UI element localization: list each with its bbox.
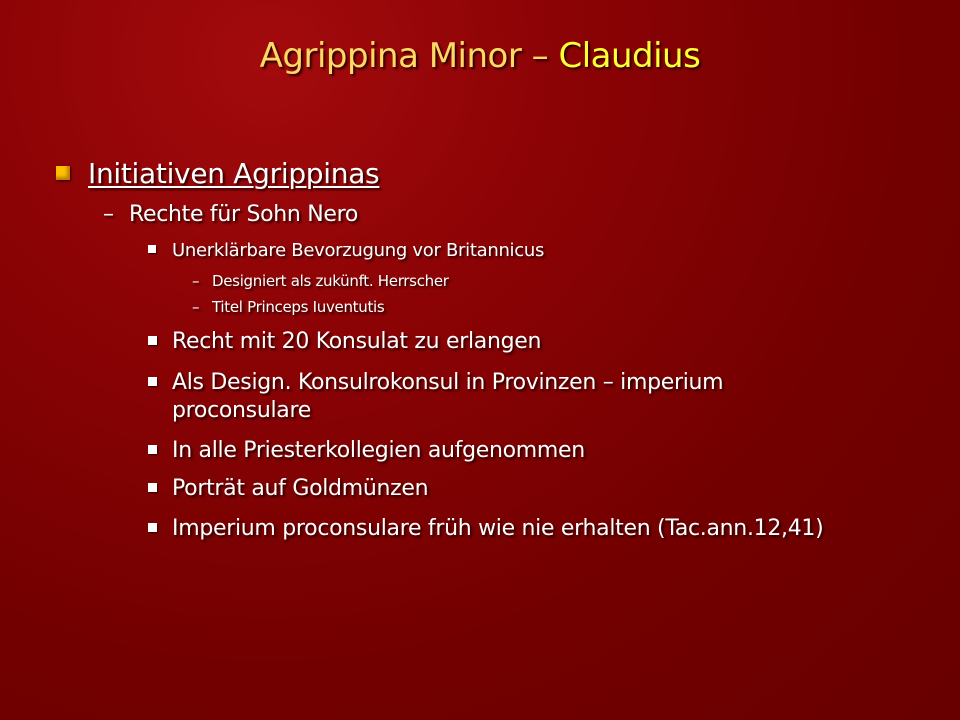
point-text: Als Design. Konsulrokonsul in Provinzen – imperium — [172, 370, 724, 395]
slide-title-accent: Claudius — [558, 36, 701, 76]
square-bullet-icon — [148, 445, 157, 454]
sub-item-text: Rechte für Sohn Nero — [129, 202, 359, 227]
point-text: Recht mit 20 Konsulat zu erlangen — [172, 329, 542, 354]
heading-text: Initiativen Agrippinas — [88, 157, 380, 190]
sub-point-text: Titel Princeps Iuventutis — [212, 298, 385, 316]
square-bullet-icon — [148, 483, 157, 492]
dash-marker: – — [192, 298, 200, 316]
slide-title-main: Agrippina Minor – — [259, 36, 559, 76]
square-bullet-icon — [148, 336, 157, 345]
dash-marker: – — [192, 272, 200, 290]
point-text: In alle Priesterkollegien aufgenommen — [172, 438, 585, 463]
point-text: Imperium proconsulare früh wie nie erhalten (Tac.ann.12,41) — [172, 516, 824, 541]
point-text: Unerklärbare Bevorzugung vor Britannicus — [172, 240, 545, 261]
square-bullet-icon — [148, 245, 156, 253]
point-text: Porträt auf Goldmünzen — [172, 476, 429, 501]
sub-point-text: Designiert als zukünft. Herrscher — [212, 272, 449, 290]
dash-marker: – — [103, 202, 114, 227]
square-bullet-icon — [148, 523, 157, 532]
square-bullet-icon — [56, 166, 70, 180]
point-text: proconsulare — [172, 398, 311, 423]
square-bullet-icon — [148, 377, 157, 386]
